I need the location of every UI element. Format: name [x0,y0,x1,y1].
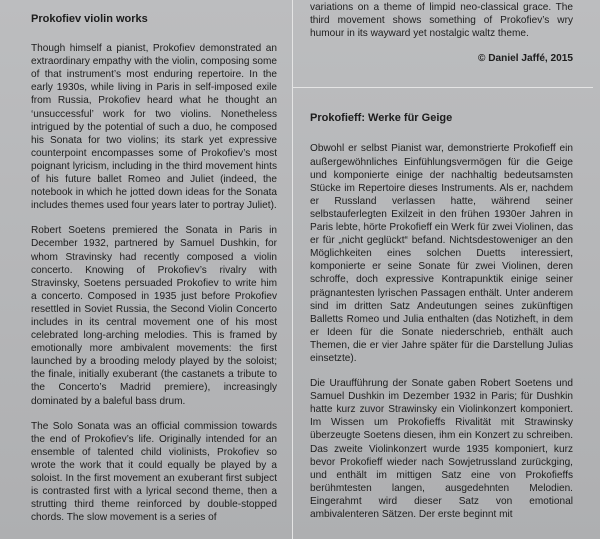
english-paragraph-1: Though himself a pianist, Prokofiev demonstrated an extraordinary empathy with the violin, composing some of that instrument’s most enduring repertoire. In the early 1930s, while living in Paris in self-imposed exile from Russia, Prokofiev heard what he thought an ‘unsuccessful’ work for two violins. Nonetheless intrigued by the potential of such a duo, he composed his Sonata for two violins; its stark yet expressive counterpoint encompasses some of Prokofiev’s most poignant lyricism, including in the third movement hints of his future ballet Romeo and Juliet (indeed, the notebook in which he jotted down ideas for the Sonata includes themes used four years later to portray Juliet). [31,43,277,212]
german-heading: Prokofieff: Werke für Geige [310,112,453,125]
english-continuation: variations on a theme of limpid neo-classical grace. The third movement shows something of Prokofiev’s wry humour in its wayward yet nostalgic waltz theme. [310,2,573,40]
german-column [310,1,573,533]
german-paragraph-1: Obwohl er selbst Pianist war, demonstrierte Prokofieff ein außergewöhnliches Einfühlungsvermögen für die Geige und komponierte einige der nachhaltig bedeutsamsten Stücke im Repertoire dieses Instruments. Als er, nachdem er Russland verlassen hatte, während seiner selbstauferlegten Exilzeit in den frühen 1930er Jahren in Paris lebte, hörte Prokofieff ein Werk für zwei Violinen, das er für „nicht geglückt“ befand. Nichtsdestoweniger an den Möglichkeiten eines solchen Duetts interessiert, komponierte er seine Sonate für zwei Violinen, deren schroffe, doch expressive Kontrapunktik einige seiner prägnantesten lyrischen Passagen enthält. Unter anderem sind im dritten Satz Andeutungen seines zukünftigen Balletts Romeo und Julia enthalten (das Notizheft, in dem er Ideen für die Sonate niederschrieb, enthält auch Themen, die er vier Jahre später für die Darstellung Julias einsetzte). [310,143,573,364]
english-heading: Prokofiev violin works [31,13,148,25]
english-paragraph-2: Robert Soetens premiered the Sonata in Paris in December 1932, partnered by Samuel Dushkin, for whom Stravinsky had recently composed a violin concerto. Knowing of Prokofiev’s rivalry with Stravinsky, Soetens persuaded Prokofiev to write him a concerto. Composed in 1935 just before Prokofiev resettled in Soviet Russia, the Second Violin Concerto includes in its central movement one of his most celebrated long-arching melodies. This is framed by emotionally more ambivalent movements: the first launched by a brooding melody played by the soloist; the finale, initially exuberant (the castanets a tribute to the Concerto’s Madrid premiere), increasingly dominated by a baleful bass drum. [31,225,277,407]
german-paragraph-2: Die Uraufführung der Sonate gaben Robert Soetens und Samuel Dushkin im Dezember 1932 in Paris; für Dushkin hatte kurz zuvor Strawinsky ein Violinkonzert komponiert. Im Wissen um Prokofieffs Rivalität mit Strawinsky überzeugte Soetens diesen, ihm ein Konzert zu schreiben. Das zweite Violinkonzert wurde 1935 komponiert, kurz bevor Prokofieff wieder nach Sowjetrussland zurückging, und enthält im mittigen Satz eine von Prokofieffs berühmtesten langen, ausgedehnten Melodien. Eingerahmt wird dieser Satz von emotional ambivalenteren Sätzen. Der erste beginnt mit [310,378,573,520]
section-rule [292,87,593,88]
author-credit: © Daniel Jaffé, 2015 [478,53,573,65]
column-divider [292,0,293,539]
english-column [31,13,277,536]
english-paragraph-3: The Solo Sonata was an official commission towards the end of Prokofiev’s life. Originally intended for an ensemble of talented child violinists, Prokofiev so wrote the work that it could equally be played by a soloist. In the first movement an exuberant first subject is contrasted first with a lyrical second theme, then a strutting third theme reinforced by double-stopped chords. The slow movement is a series of [31,420,277,524]
